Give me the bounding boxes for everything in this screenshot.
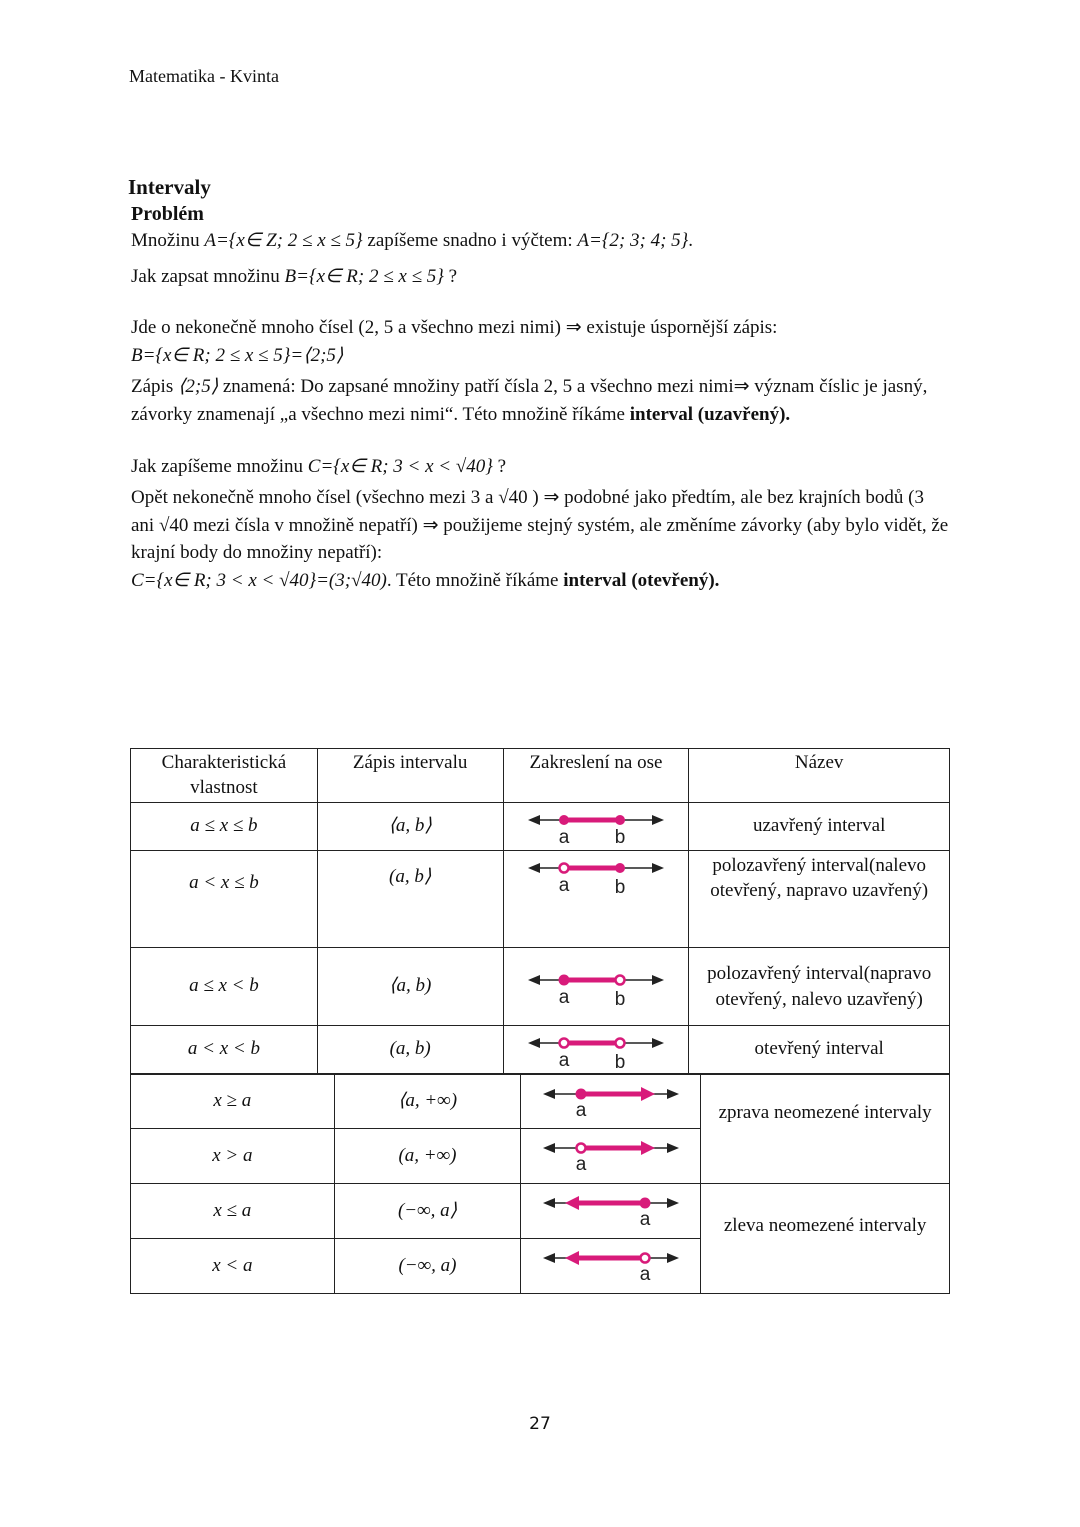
section-title: Intervaly [128, 175, 211, 199]
header-property: Charakteristická vlastnost [131, 749, 318, 803]
number-line-right-unbounded-open [521, 1129, 701, 1184]
name-cell: polozavřený interval(nalevo otevřený, napravo uzavřený) [689, 851, 950, 948]
svg-text:a: a [639, 1264, 651, 1285]
text: znamená: Do zapsané množiny patří čísla 2, 5 a všechno mezi nimi⇒ význam číslic je jasný, závorky znamenají „a všechno mezi nimi“. Této množině říkáme [131, 376, 928, 426]
paragraph-infinite: Jde o nekonečně mnoho čísel (2, 5 a všechno mezi nimi) ⇒ existuje úspornější zápis: [131, 317, 778, 339]
notation-cell: (a, +∞) [334, 1129, 521, 1184]
name-cell: otevřený interval [689, 1026, 950, 1074]
math-expression: C={x∈ R; 3 < x < √40}=(3;√40) [131, 569, 387, 591]
notation-cell: ⟨a, +∞) [334, 1075, 521, 1129]
paragraph-set-c [131, 453, 951, 481]
property-cell: x ≤ a [131, 1184, 335, 1239]
term-closed-interval: interval (uzavřený). [629, 404, 791, 426]
property-cell: a ≤ x ≤ b [131, 803, 318, 851]
notation-cell: (a, b⟩ [317, 851, 503, 948]
math-expression: A={2; 3; 4; 5} [577, 230, 689, 252]
number-line-open-open [503, 1026, 689, 1074]
page-header: Matematika - Kvinta [129, 66, 279, 86]
page-number: 27 [529, 1414, 551, 1434]
math-expression: ⟨2;5⟩ [177, 376, 219, 398]
term-open-interval: interval (otevřený). [563, 569, 720, 591]
property-cell: a < x < b [131, 1026, 318, 1074]
text: zapíšeme snadno i výčtem: [367, 230, 573, 252]
notation-cell: ⟨a, b) [317, 948, 503, 1026]
paragraph-open-explanation: Opět nekonečně mnoho čísel (všechno mezi 3 a √40 ) ⇒ podobné jako předtím, ale bez krajních bodů (3 ani √40 mezi čísla v množině nepatří) ⇒ použijeme stejný systém, ale změníme závorky (aby bylo vidět, že krajní body do množiny nepatří): [131, 487, 949, 564]
text: Jak zapíšeme množinu [131, 455, 304, 477]
header-notation: Zápis intervalu [317, 749, 503, 803]
table-row [131, 1184, 950, 1239]
header-axis: Zakreslení na ose [503, 749, 689, 803]
table-row [131, 851, 950, 948]
svg-text:a: a [558, 986, 570, 1007]
number-line-open-closed [503, 851, 689, 948]
table-row [131, 803, 950, 851]
svg-text:a: a [639, 1209, 651, 1230]
text: Jak zapsat množinu [131, 265, 280, 287]
text: Zápis [131, 376, 174, 398]
name-cell: uzavřený interval [689, 803, 950, 851]
text: . [688, 230, 694, 252]
group-name-right-unbounded: zprava neomezené intervaly [701, 1075, 950, 1184]
svg-text:b: b [614, 988, 626, 1007]
table-row [131, 948, 950, 1026]
number-line-closed-open [503, 948, 689, 1026]
svg-text:a: a [558, 875, 570, 895]
math-set-b: B={x∈ R; 2 ≤ x ≤ 5}=⟨2;5⟩ [131, 344, 344, 366]
intervals-table-wrap [130, 748, 950, 1294]
number-line-left-unbounded-open [521, 1239, 701, 1294]
math-expression: A={x∈ Z; 2 ≤ x ≤ 5} [204, 230, 363, 252]
text: ? [497, 455, 507, 477]
number-line-right-unbounded-closed [521, 1075, 701, 1129]
property-cell: x > a [131, 1129, 335, 1184]
notation-cell: (−∞, a) [334, 1239, 521, 1294]
property-cell: x < a [131, 1239, 335, 1294]
main-content [128, 174, 951, 594]
text: ? [448, 265, 458, 287]
svg-text:a: a [575, 1154, 587, 1175]
svg-text:a: a [558, 826, 570, 847]
property-cell: x ≥ a [131, 1075, 335, 1129]
number-line-left-unbounded-closed [521, 1184, 701, 1239]
section-subtitle: Problém [131, 203, 204, 226]
table-row [131, 1075, 950, 1129]
svg-text:b: b [614, 826, 626, 847]
name-cell: polozavřený interval(napravo otevřený, nalevo uzavřený) [689, 948, 950, 1026]
property-cell: a < x ≤ b [131, 851, 318, 948]
notation-cell: (a, b) [317, 1026, 503, 1074]
notation-cell: ⟨a, b⟩ [317, 803, 503, 851]
text: . Této množině říkáme [386, 569, 559, 591]
paragraph-set-b [131, 263, 951, 291]
svg-text:a: a [575, 1099, 587, 1121]
number-line-closed-closed [503, 803, 689, 851]
svg-text:a: a [558, 1049, 570, 1070]
paragraph-set-a [131, 227, 951, 255]
table-row [131, 1026, 950, 1074]
text: Množinu [131, 230, 200, 252]
intervals-table [130, 748, 950, 1074]
paragraph-closed-interval [131, 373, 951, 428]
math-expression: C={x∈ R; 3 < x < √40} [307, 455, 493, 477]
svg-text:b: b [614, 877, 626, 895]
group-name-left-unbounded: zleva neomezené intervaly [701, 1184, 950, 1294]
svg-text:b: b [614, 1051, 626, 1070]
property-cell: a ≤ x < b [131, 948, 318, 1026]
paragraph-open-interval [131, 567, 951, 595]
notation-cell: (−∞, a⟩ [334, 1184, 521, 1239]
unbounded-intervals-table [130, 1074, 950, 1294]
header-name: Název [689, 749, 950, 803]
math-expression: B={x∈ R; 2 ≤ x ≤ 5} [284, 265, 444, 287]
